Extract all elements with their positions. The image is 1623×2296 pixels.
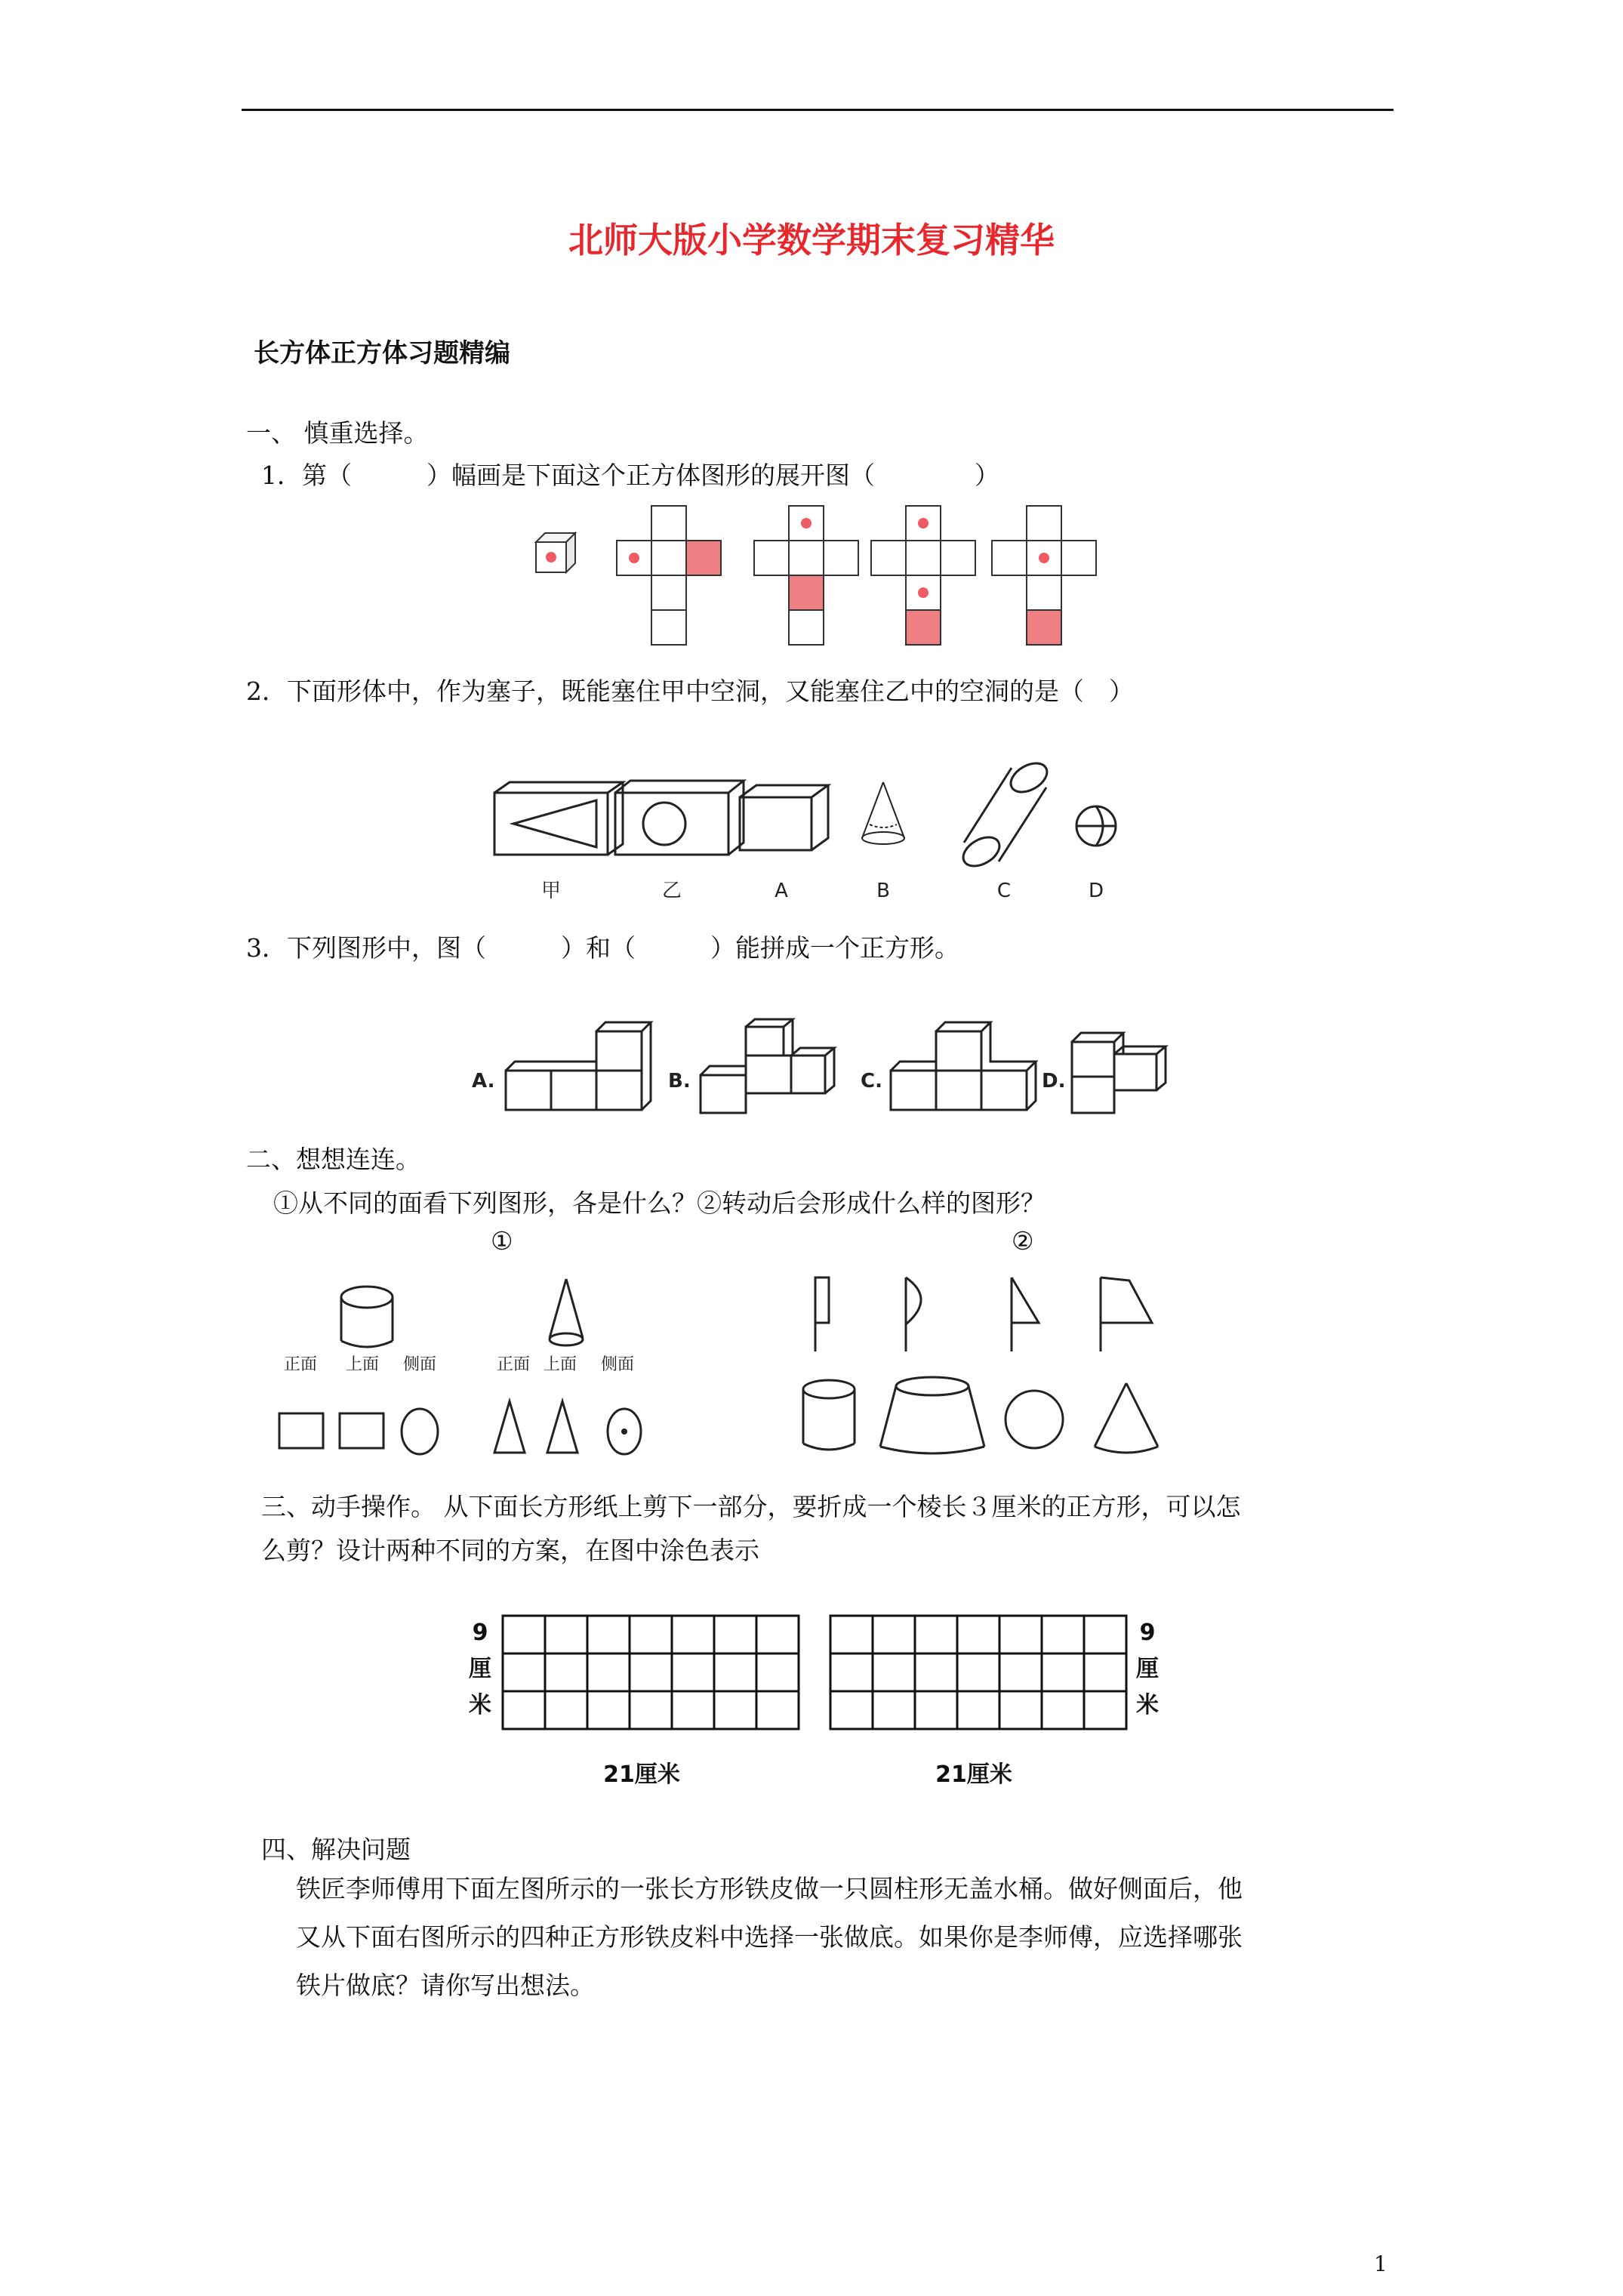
cylinder-c-icon: [958, 757, 1052, 872]
grid-cell: [756, 1691, 799, 1729]
grid-cell: [915, 1691, 957, 1729]
grid-cell: [714, 1653, 756, 1691]
height-label-left-3: 米: [469, 1692, 491, 1718]
grid-cell: [957, 1616, 999, 1653]
section1-heading: 一、 慎重选择。: [246, 418, 429, 448]
question-1: 1．第（ ）幅画是下面这个正方体图形的展开图（ ）: [261, 461, 999, 490]
view-circle: [402, 1409, 438, 1454]
grid-cell: [672, 1653, 714, 1691]
view-rectangle-2: [340, 1413, 383, 1448]
cylinder-icon: [803, 1380, 855, 1450]
box-a-icon: [740, 785, 828, 850]
grid-left: [503, 1616, 799, 1729]
label-c: C: [996, 880, 1012, 902]
height-label-right-3: 米: [1136, 1692, 1159, 1718]
grid-cell: [545, 1691, 587, 1729]
grid-cell: [672, 1691, 714, 1729]
blocks-b-icon: [701, 1019, 834, 1113]
rotation-figure: [785, 1268, 1193, 1465]
net-1: [617, 506, 721, 645]
net-4: [992, 506, 1096, 645]
grid-cell: [714, 1691, 756, 1729]
sphere-icon: [1006, 1391, 1063, 1448]
label-b: B: [876, 880, 890, 902]
page-title: 北师大版小学数学期末复习精华: [568, 220, 1055, 260]
grid-cell: [503, 1653, 545, 1691]
label-side: 侧面: [600, 1355, 635, 1374]
label-jia: 甲: [540, 880, 562, 902]
section2-instruction: ①从不同的面看下列图形，各是什么？②转动后会形成什么样的图形？: [273, 1188, 1046, 1218]
ball-d-icon: [1076, 806, 1116, 846]
section4-heading: 四、解决问题: [261, 1835, 411, 1864]
section2-heading: 二、想想连连。: [246, 1145, 420, 1174]
blocks-c-icon: [891, 1022, 1036, 1110]
width-label-left: 21厘米: [603, 1761, 680, 1788]
section4-line-1: 铁匠李师傅用下面左图所示的一张长方形铁皮做一只圆柱形无盖水桶。做好侧面后，他: [296, 1874, 1243, 1903]
header-rule: [242, 109, 1394, 111]
grid-right: [830, 1616, 1126, 1729]
grid-cell: [1042, 1691, 1084, 1729]
label-front: 正面: [496, 1355, 531, 1374]
box-yi-icon: [615, 781, 744, 855]
grid-cell: [915, 1616, 957, 1653]
grid-cell: [672, 1616, 714, 1653]
label-b: B.: [668, 1070, 691, 1093]
q1-cube-nets-figure: [528, 498, 1117, 649]
label-top: 上面: [543, 1355, 577, 1374]
grid-cell: [957, 1691, 999, 1729]
view-triangle-1: [494, 1401, 525, 1453]
cone-icon: [550, 1279, 583, 1345]
label-yi: 乙: [661, 880, 682, 902]
page-number: 1: [1374, 2251, 1387, 2276]
question-3: 3．下列图形中，图（ ）和（ ）能拼成一个正方形。: [246, 933, 959, 963]
blocks-d-icon: [1072, 1033, 1166, 1113]
section4-body: [296, 1865, 1398, 2010]
grid-cell: [756, 1653, 799, 1691]
grid-cell: [999, 1616, 1042, 1653]
label-side: 侧面: [402, 1355, 437, 1374]
label-d: D: [1088, 880, 1104, 902]
height-label-left-1: 9: [472, 1620, 488, 1646]
label-a: A: [775, 880, 788, 902]
label-d: D.: [1042, 1070, 1066, 1093]
marker-1: ①: [491, 1226, 513, 1256]
height-label-left-2: 厘: [469, 1656, 491, 1682]
grid-cell: [999, 1653, 1042, 1691]
section-subtitle: 长方体正方体习题精编: [254, 338, 510, 368]
flag-semicircle-icon: [906, 1277, 921, 1351]
blocks-a-icon: [506, 1022, 651, 1110]
flag-rectangle-icon: [815, 1277, 829, 1351]
grid-cell: [630, 1653, 672, 1691]
section4-line-2: 又从下面右图所示的四种正方形铁皮料中选择一张做底。如果你是李师傅，应选择哪张: [296, 1922, 1243, 1952]
grid-cell: [873, 1653, 915, 1691]
grid-cell: [873, 1691, 915, 1729]
flag-trapezoid-icon: [1101, 1277, 1152, 1351]
cylinder-icon: [341, 1287, 393, 1347]
grid-cell: [830, 1653, 873, 1691]
box-jia-icon: [494, 782, 623, 855]
grid-cell: [756, 1616, 799, 1653]
grid-cell: [1042, 1616, 1084, 1653]
grid-cell: [830, 1691, 873, 1729]
height-label-right-2: 厘: [1136, 1656, 1159, 1682]
grid-cell: [830, 1616, 873, 1653]
q3-block-shapes-figure: [468, 1012, 1193, 1133]
grid-cell: [545, 1653, 587, 1691]
grid-cell: [1084, 1616, 1126, 1653]
cone-b-icon: [862, 782, 904, 844]
grid-cell: [503, 1691, 545, 1729]
grid-cell: [630, 1616, 672, 1653]
net-3: [871, 506, 975, 645]
section3-line1: 三、动手操作。 从下面长方形纸上剪下一部分，要折成一个棱长３厘米的正方形，可以怎: [261, 1492, 1241, 1521]
section4-line-3: 铁片做底？请你写出想法。: [296, 1971, 595, 2000]
grid-cell: [999, 1691, 1042, 1729]
section3-line2: 么剪？设计两种不同的方案，在图中涂色表示: [261, 1536, 759, 1565]
grid-cell: [545, 1616, 587, 1653]
width-label-right: 21厘米: [935, 1761, 1012, 1788]
grid-cell: [587, 1653, 630, 1691]
question-2: 2．下面形体中，作为塞子，既能塞住甲中空洞，又能塞住乙中的空洞的是（ ）: [246, 676, 1134, 706]
grid-cell: [630, 1691, 672, 1729]
grid-cell: [915, 1653, 957, 1691]
label-a: A.: [472, 1070, 495, 1093]
view-triangle-2: [547, 1401, 577, 1453]
grid-cell: [873, 1616, 915, 1653]
grid-cell: [957, 1653, 999, 1691]
q2-plug-shapes-figure: [483, 755, 1163, 906]
cube-icon: [536, 533, 575, 572]
grid-cell: [714, 1616, 756, 1653]
label-top: 上面: [345, 1355, 380, 1374]
view-rectangle-1: [279, 1413, 323, 1448]
height-label-right-1: 9: [1139, 1620, 1156, 1646]
marker-2: ②: [1012, 1226, 1034, 1256]
label-c: C.: [861, 1070, 882, 1093]
label-front: 正面: [283, 1355, 318, 1374]
grid-cell: [587, 1691, 630, 1729]
grid-cell: [587, 1616, 630, 1653]
paper-grids-figure: [460, 1608, 1170, 1797]
grid-cell: [1042, 1653, 1084, 1691]
grid-cell: [503, 1616, 545, 1653]
flag-triangle-icon: [1012, 1277, 1039, 1351]
cone-icon: [1095, 1383, 1158, 1453]
frustum-icon: [880, 1377, 984, 1453]
grid-cell: [1084, 1691, 1126, 1729]
grid-cell: [1084, 1653, 1126, 1691]
views-figure: [257, 1268, 679, 1472]
net-2: [754, 506, 858, 645]
